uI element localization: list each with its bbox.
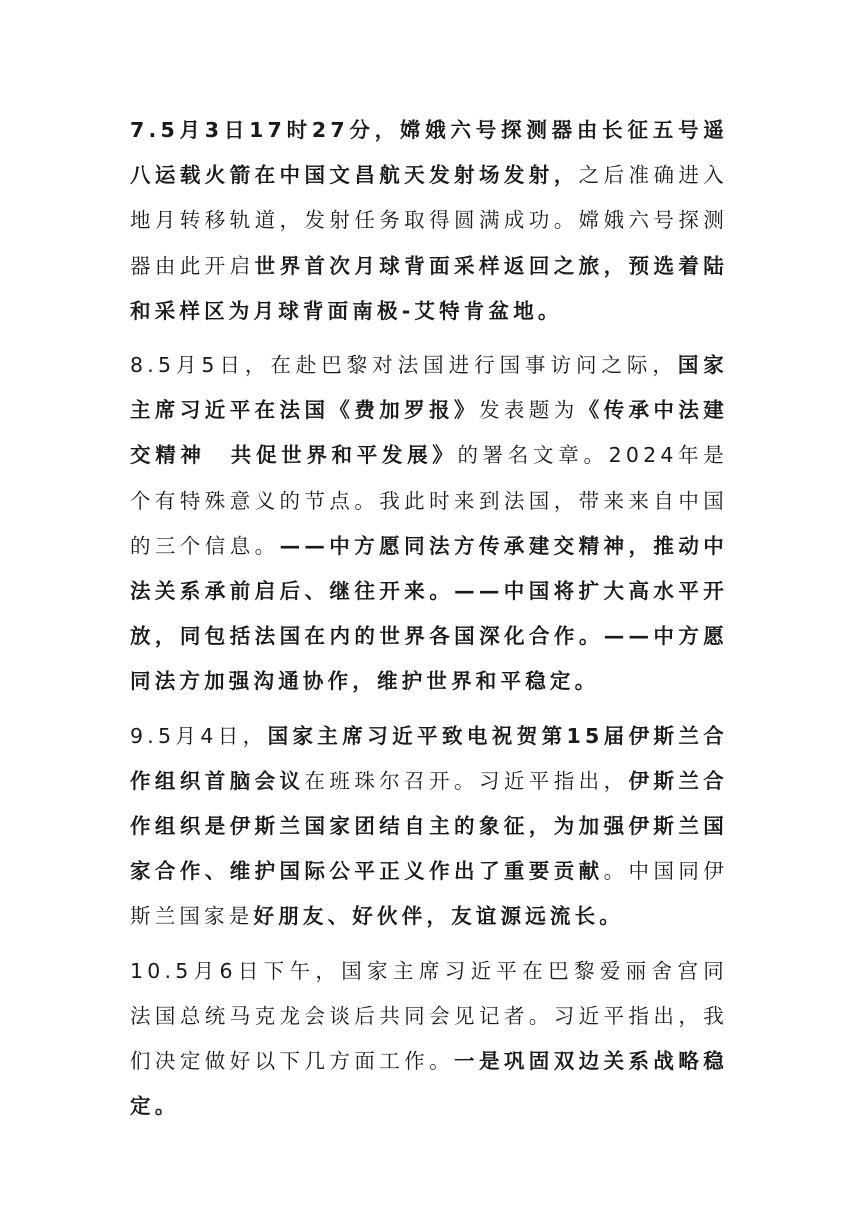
text-segment: 。中国同伊斯兰国家是 bbox=[130, 859, 728, 929]
paragraph-10 bbox=[130, 949, 728, 1130]
text-segment: 国家主席习近平在法国《费加罗报》 bbox=[130, 353, 728, 423]
text-segment: 之后准确进入地月转移轨道，发射任务取得圆满成功。嫦娥六号探测器由此开启 bbox=[130, 163, 728, 278]
text-segment: 国家主席习近平致电祝贺第15届伊斯兰合作组织首脑会议 bbox=[130, 723, 729, 793]
text-segment: 10.5月6日下午，国家主席习近平在巴黎爱丽舍宫同法国总统马克龙会谈后共同会见记者。习近平指出，我们决定做好以下几方面工作。 bbox=[130, 958, 728, 1074]
text-segment: 8.5月5日，在赴巴黎对法国进行国事访问之际， bbox=[130, 353, 678, 378]
text-segment: 9.5月4日， bbox=[130, 723, 268, 748]
text-segment: 发表题为 bbox=[478, 398, 579, 423]
text-segment: 的署名文章。2024年是个有特殊意义的节点。我此时来到法国，带来来自中国的三个信息。 bbox=[130, 443, 728, 558]
text-segment: 一是巩固双边关系战略稳定。 bbox=[130, 1049, 728, 1119]
text-segment: 《传承中法建交精神 共促世界和平发展》 bbox=[130, 398, 728, 468]
text-segment: 在班珠尔召开。习近平指出， bbox=[304, 768, 629, 793]
text-segment: 伊斯兰合作组织是伊斯兰国家团结自主的象征，为加强伊斯兰国家合作、维护国际公平正义作出了重要贡献 bbox=[130, 768, 728, 884]
paragraph-8 bbox=[130, 343, 728, 705]
document-body bbox=[130, 108, 728, 1138]
paragraph-9 bbox=[130, 714, 728, 940]
text-segment: 7.5月3日17时27分，嫦娥六号探测器由长征五号遥八运载火箭在中国文昌航天发射场发射， bbox=[130, 118, 728, 188]
text-segment: 好朋友、好伙伴，友谊源远流长。 bbox=[253, 904, 624, 929]
paragraph-7 bbox=[130, 108, 728, 334]
text-segment: 世界首次月球背面采样返回之旅，预选着陆和采样区为月球背面南极-艾特肯盆地。 bbox=[130, 253, 728, 323]
text-segment: ——中方愿同法方传承建交精神，推动中法关系承前启后、继往开来。——中国将扩大高水平开放，同包括法国在内的世界各国深化合作。——中方愿同法方加强沟通协作，维护世界和平稳定。 bbox=[130, 533, 728, 694]
